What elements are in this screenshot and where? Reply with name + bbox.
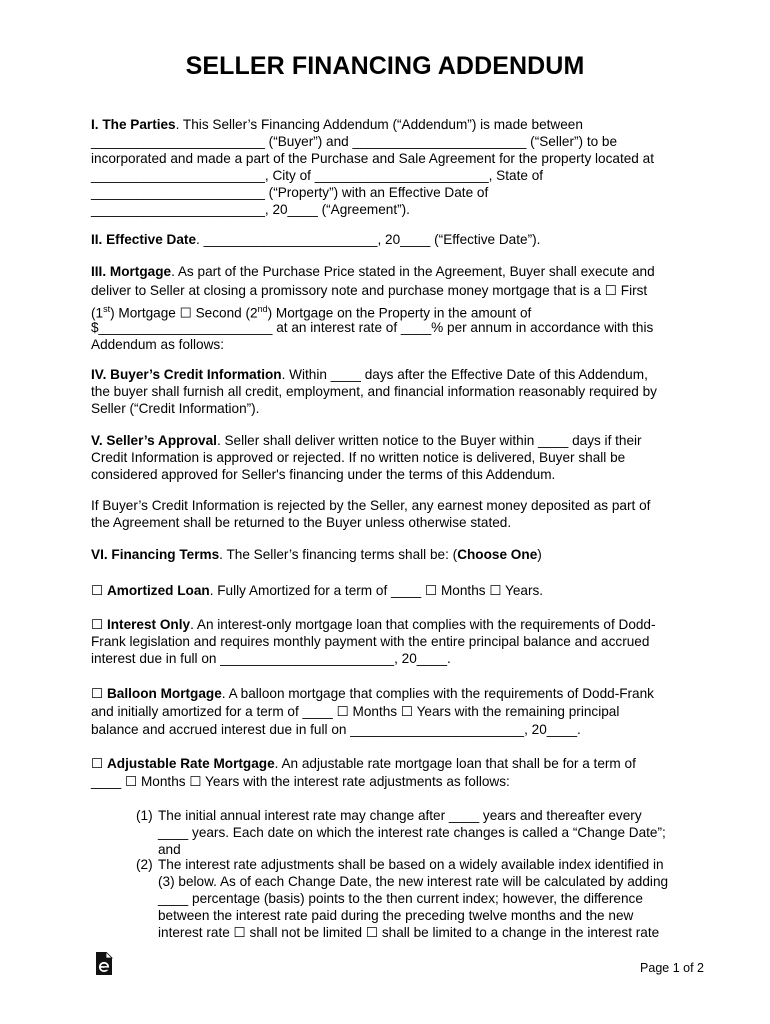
section-seller-approval <box>91 432 691 483</box>
text-line: ____ years. Each date on which the interest rate changes is called a “Change Date”; <box>158 825 666 840</box>
text-line: balance and accrued interest due in full on _______________________, 20____. <box>91 722 581 737</box>
section-heading: I. The Parties <box>91 117 176 132</box>
option-balloon-mortgage <box>91 685 691 739</box>
option-interest-only <box>91 616 691 667</box>
text-line: If Buyer’s Credit Information is rejected by the Seller, any earnest money deposited as part of <box>91 498 651 513</box>
text-line: _______________________, City of _______________________, State of <box>91 168 544 183</box>
option-heading: Balloon Mortgage <box>106 686 222 701</box>
text-line: between the interest rate paid during the preceding twelve months and the new <box>158 908 634 923</box>
section-heading: III. Mortgage <box>91 264 172 279</box>
text-line: The interest rate adjustments shall be based on a widely available index identified in <box>158 857 664 872</box>
text-line: deliver to Seller at closing a promissory note and purchase money mortgage that is a ☐ First <box>91 282 648 298</box>
option-heading: Amortized Loan <box>106 583 210 598</box>
text-line: Seller (“Credit Information”). <box>91 401 260 416</box>
choose-one-label: Choose One <box>457 547 538 562</box>
list-item <box>136 807 696 858</box>
text-line: interest due in full on _______________________, 20____. <box>91 651 451 666</box>
text-line: . An interest-only mortgage loan that complies with the requirements of Dodd- <box>190 617 656 632</box>
text-line: incorporated and made a part of the Purchase and Sale Agreement for the property located at <box>91 151 654 166</box>
text-line: _______________________ (“Buyer”) and _______________________ (“Seller”) to be <box>91 134 618 149</box>
checkbox[interactable]: ☐ <box>91 617 107 632</box>
document-title: SELLER FINANCING ADDENDUM <box>185 52 585 80</box>
section-mortgage <box>91 263 691 353</box>
text-line: . Within ____ days after the Effective Date of this Addendum, <box>281 367 648 382</box>
section-credit-information <box>91 366 691 417</box>
section-parties <box>91 116 691 218</box>
text-line: ____ ☐ Months ☐ Years with the interest rate adjustments as follows: <box>91 774 510 789</box>
checkbox[interactable]: ☐ <box>91 583 107 598</box>
page-number: Page 1 of 2 <box>640 961 704 975</box>
text-line: . Seller shall deliver written notice to the Buyer within ____ days if their <box>216 433 642 448</box>
text-line: (3) below. As of each Change Date, the new interest rate will be calculated by adding <box>158 874 669 889</box>
option-adjustable-rate-mortgage <box>91 755 691 791</box>
text-line: (1st) Mortgage ☐ Second (2nd) Mortgage on the Property in the amount of <box>91 304 532 321</box>
option-heading: Adjustable Rate Mortgage <box>106 756 275 771</box>
text-line: and <box>158 842 181 857</box>
text-line: Frank legislation and requires monthly payment with the entire principal balance and accrued <box>91 634 650 649</box>
text-line: $_______________________ at an interest rate of ____% per annum in accordance with this <box>91 319 654 335</box>
list-item <box>136 856 696 941</box>
text-line: the Agreement shall be returned to the Buyer unless otherwise stated. <box>91 515 512 530</box>
text-line: The initial annual interest rate may change after ____ years and thereafter every <box>158 808 642 823</box>
text-line: . _______________________, 20____ (“Effective Date”). <box>196 232 541 247</box>
section-heading: VI. Financing Terms <box>91 547 220 562</box>
section-heading: IV. Buyer’s Credit Information <box>91 367 282 382</box>
checkbox[interactable]: ☐ <box>91 686 107 701</box>
list-number: (1) <box>136 808 153 823</box>
section-financing-terms: VI. Financing Terms. The Seller’s financing terms shall be: (Choose One) <box>91 547 542 562</box>
checkbox[interactable]: ☐ <box>91 756 107 771</box>
section-heading: V. Seller’s Approval <box>91 433 217 448</box>
section-heading: II. Effective Date <box>91 232 197 247</box>
paragraph-rejection <box>91 497 691 531</box>
text-line: interest rate ☐ shall not be limited ☐ shall be limited to a change in the interest rate <box>158 925 660 940</box>
list-number: (2) <box>136 857 153 872</box>
text-line: and initially amortized for a term of ____ ☐ Months ☐ Years with the remaining principal <box>91 704 620 719</box>
text-line: . This Seller’s Financing Addendum (“Addendum”) is made between <box>175 117 583 132</box>
option-amortized-loan <box>91 582 691 599</box>
section-effective-date <box>91 231 691 248</box>
option-heading: Interest Only <box>106 617 191 632</box>
text-line: Credit Information is approved or rejected. If no written notice is delivered, Buyer shall be <box>91 450 626 465</box>
text-line: the buyer shall furnish all credit, employment, and financial information reasonably required by <box>91 384 657 399</box>
text-line: considered approved for Seller's financing under the terms of this Addendum. <box>91 467 556 482</box>
text-line: _______________________, 20____ (“Agreement”). <box>91 202 410 217</box>
text-line: ____ percentage (basis) points to the then current index; however, the difference <box>158 891 643 906</box>
text-line: . An adjustable rate mortgage loan that shall be for a term of <box>274 756 636 771</box>
text-line: _______________________ (“Property”) with an Effective Date of <box>91 185 489 200</box>
text-line: Addendum as follows: <box>91 336 224 352</box>
eforms-logo-icon <box>95 952 113 976</box>
text-line: . As part of the Purchase Price stated in the Agreement, Buyer shall execute and <box>171 264 655 279</box>
text-line: . A balloon mortgage that complies with the requirements of Dodd-Frank <box>221 686 654 701</box>
text-line: . Fully Amortized for a term of ____ ☐ Months ☐ Years. <box>209 583 544 598</box>
